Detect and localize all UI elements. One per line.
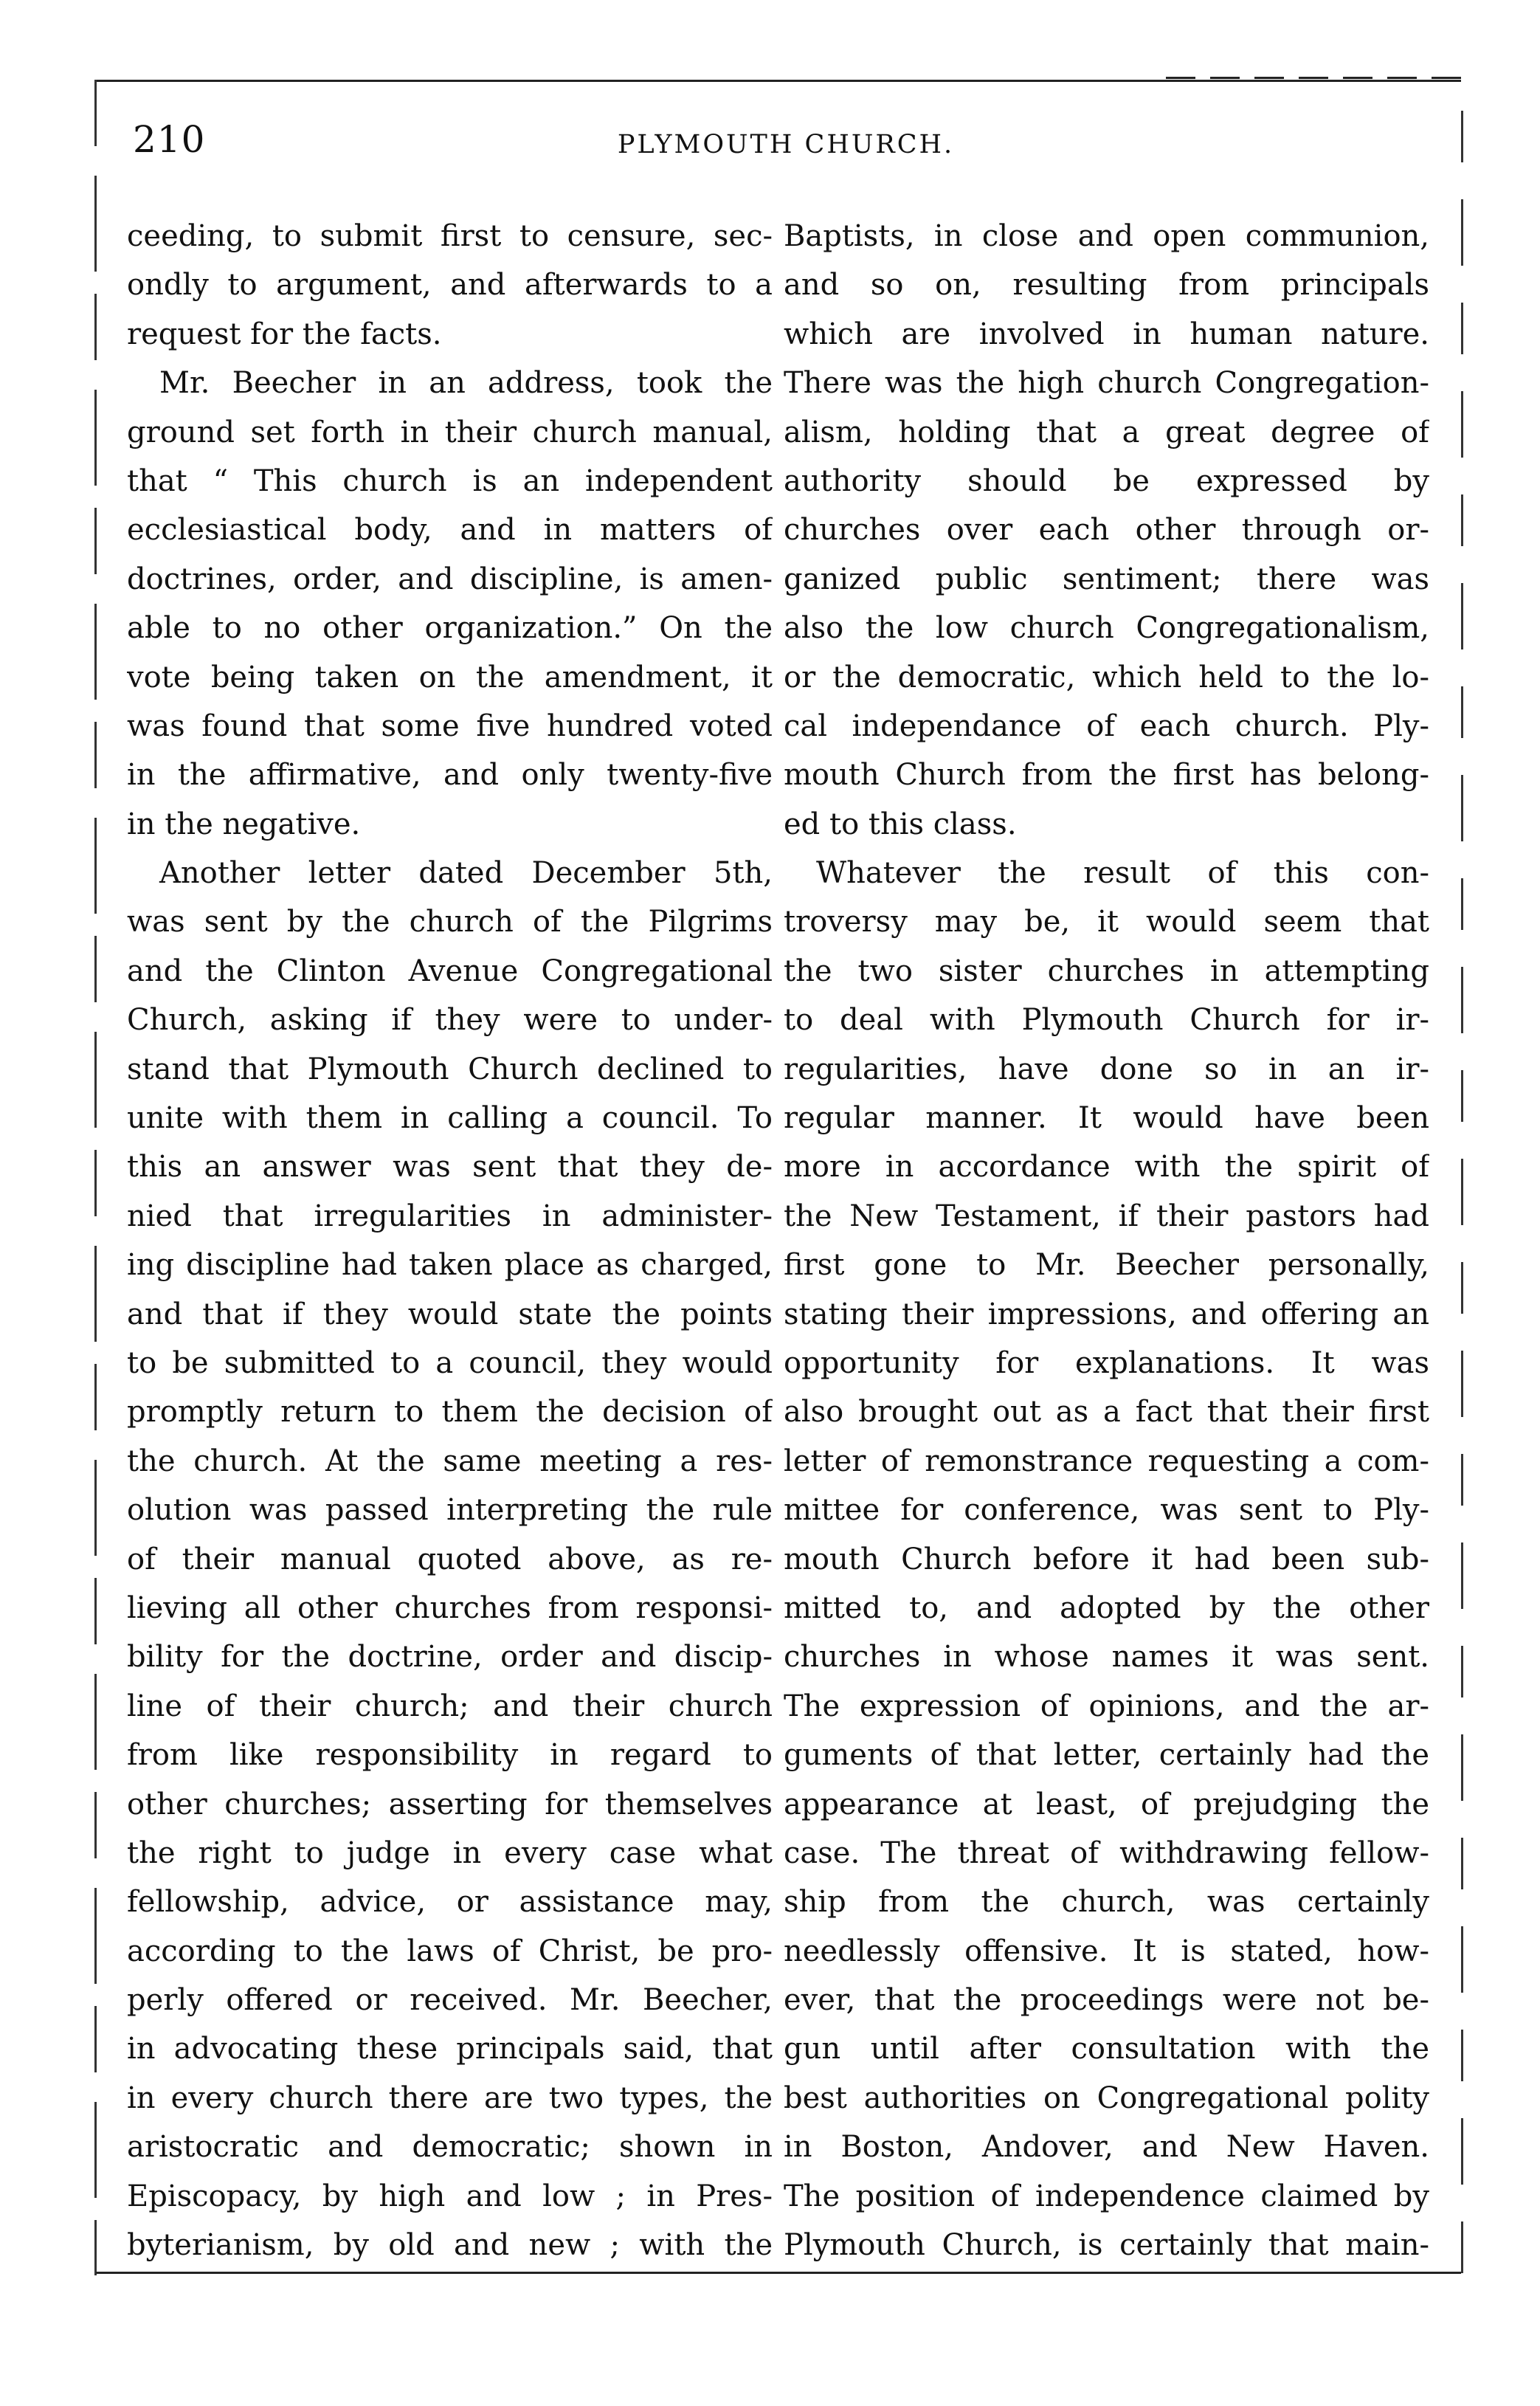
text-line: in Boston, Andover, and New Haven. [784, 2130, 1429, 2165]
text-line: ceeding, to submit first to censure, sec- [127, 219, 773, 253]
text-line: ganized public sentiment; there was [784, 562, 1429, 596]
text-line: other churches; asserting for themselves [127, 1787, 773, 1821]
text-line: churches in whose names it was sent. [784, 1640, 1429, 1675]
text-line: olution was passed interpreting the rule [127, 1493, 773, 1528]
bottom-border-rule [96, 2272, 1461, 2274]
text-line: and so on, resulting from principals [784, 268, 1429, 303]
text-line: best authorities on Congregational polity [784, 2081, 1429, 2115]
text-line: regular manner. It would have been [784, 1101, 1429, 1136]
text-line: Mr. Beecher in an address, took the [159, 366, 773, 401]
text-line: mouth Church from the first has belong- [784, 758, 1429, 793]
text-line: The expression of opinions, and the ar- [784, 1689, 1429, 1723]
text-line: authority should be expressed by [784, 463, 1429, 498]
text-line: byterianism, by old and new ; with the [127, 2228, 773, 2263]
text-line: stating their impressions, and offering an [784, 1297, 1429, 1331]
running-title: PLYMOUTH CHURCH. [617, 130, 955, 159]
text-line: according to the laws of Christ, be pro- [127, 1934, 773, 1968]
text-line: The position of independence claimed by [784, 2179, 1429, 2213]
text-line: unite with them in calling a council. To [127, 1101, 773, 1136]
text-line: also the low church Congregationalism, [784, 611, 1429, 646]
text-line: Whatever the result of this con- [816, 856, 1429, 891]
text-line: this an answer was sent that they de- [127, 1150, 773, 1185]
text-line: the right to judge in every case what [127, 1835, 773, 1870]
text-line: aristocratic and democratic; shown in [127, 2130, 773, 2165]
text-line: in the negative. [127, 807, 361, 841]
text-line: more in accordance with the spirit of [784, 1150, 1429, 1185]
text-line: mitted to, and adopted by the other [784, 1590, 1429, 1625]
text-line: or the democratic, which held to the lo- [784, 660, 1429, 694]
text-line: to be submitted to a council, they would [127, 1345, 773, 1380]
text-line: request for the facts. [127, 317, 442, 351]
right-border-rule [1461, 111, 1463, 2273]
text-line: troversy may be, it would seem that [784, 905, 1429, 940]
text-line: that “ This church is an independent [127, 463, 773, 498]
text-line: alism, holding that a great degree of [784, 415, 1429, 449]
text-line: There was the high church Congregation- [784, 366, 1429, 401]
page-number: 210 [133, 118, 206, 161]
text-line: appearance at least, of prejudging the [784, 1787, 1429, 1821]
text-line: Church, asking if they were to under- [127, 1003, 773, 1038]
right-text-column [784, 212, 1429, 2269]
left-border-rule [94, 80, 97, 2275]
text-line: mittee for conference, was sent to Ply- [784, 1493, 1429, 1528]
text-line: also brought out as a fact that their first [784, 1395, 1429, 1430]
text-line: promptly return to them the decision of [127, 1395, 773, 1430]
text-line: ed to this class. [784, 807, 1017, 841]
text-line: first gone to Mr. Beecher personally, [784, 1248, 1429, 1283]
text-line: doctrines, order, and discipline, is amen- [127, 562, 773, 596]
text-line: lieving all other churches from responsi- [127, 1590, 773, 1625]
text-line: and that if they would state the points [127, 1297, 773, 1331]
text-line: mouth Church before it had been sub- [784, 1542, 1429, 1576]
text-line: opportunity for explanations. It was [784, 1345, 1429, 1380]
text-line: bility for the doctrine, order and discip- [127, 1640, 773, 1675]
text-line: of their manual quoted above, as re- [127, 1542, 773, 1576]
text-line: ever, that the proceedings were not be- [784, 1983, 1429, 2018]
text-line: in every church there are two types, the [127, 2081, 773, 2115]
text-line: nied that irregularities in administer- [127, 1199, 773, 1233]
text-line: vote being taken on the amendment, it [127, 660, 773, 694]
text-line: cal independance of each church. Ply- [784, 709, 1429, 743]
text-line: the New Testament, if their pastors had [784, 1199, 1429, 1233]
text-line: fellowship, advice, or assistance may, [127, 1885, 773, 1920]
page-header [125, 118, 1446, 177]
text-line: ondly to ar⁠⁠⁠gument, and afterwards to a [127, 268, 773, 303]
text-line: in advocating these principals said, that [127, 2032, 773, 2067]
text-line: ecclesiastical body, and in matters of [127, 513, 773, 548]
left-text-column [127, 212, 773, 2269]
text-line: churches over each other through or- [784, 513, 1429, 548]
top-border-rule-dashed [1166, 77, 1461, 79]
text-line: to deal with Plymouth Church for ir- [784, 1003, 1429, 1038]
text-line: from like responsibility in regard to [127, 1738, 773, 1773]
text-line: ship from the church, was certainly [784, 1885, 1429, 1920]
text-line: and the Clinton Avenue Congregational [127, 954, 773, 988]
text-line: stand that Plymouth Church declined to [127, 1052, 773, 1086]
text-line: was found that some five hundred voted [127, 709, 773, 743]
text-line: line of their church; and their church [127, 1689, 773, 1723]
top-border-rule [96, 80, 1461, 82]
text-line: ground set forth in their church manual, [127, 415, 773, 449]
text-line: able to no other organization.” On the [127, 611, 773, 646]
text-line: gun until after consultation with the [784, 2032, 1429, 2067]
text-line: was sent by the church of the Pilgrims [127, 905, 773, 940]
text-line: needlessly offensive. It is stated, how- [784, 1934, 1429, 1968]
text-line: Plymouth Church, is certainly that main- [784, 2228, 1429, 2263]
text-line: regularities, have done so in an ir- [784, 1052, 1429, 1086]
text-line: ing discipline had taken place as charged, [127, 1248, 773, 1283]
text-line: Another letter dated December 5th, [159, 856, 773, 891]
text-line: Baptists, in close and open communion, [784, 219, 1429, 253]
text-line: Episcopacy, by high and low ; in Pres- [127, 2179, 773, 2213]
text-line: guments of that letter, certainly had the [784, 1738, 1429, 1773]
text-line: which are involved in human nature. [784, 317, 1429, 351]
text-line: case. The threat of withdrawing fellow- [784, 1835, 1429, 1870]
text-line: perly offered or received. Mr. Beecher, [127, 1983, 773, 2018]
text-line: in the affirmative, and only twenty-five [127, 758, 773, 793]
text-line: letter of remonstrance requesting a com- [784, 1444, 1429, 1478]
text-line: the two sister churches in attempting [784, 954, 1429, 988]
text-line: the church. At the same meeting a res- [127, 1444, 773, 1478]
